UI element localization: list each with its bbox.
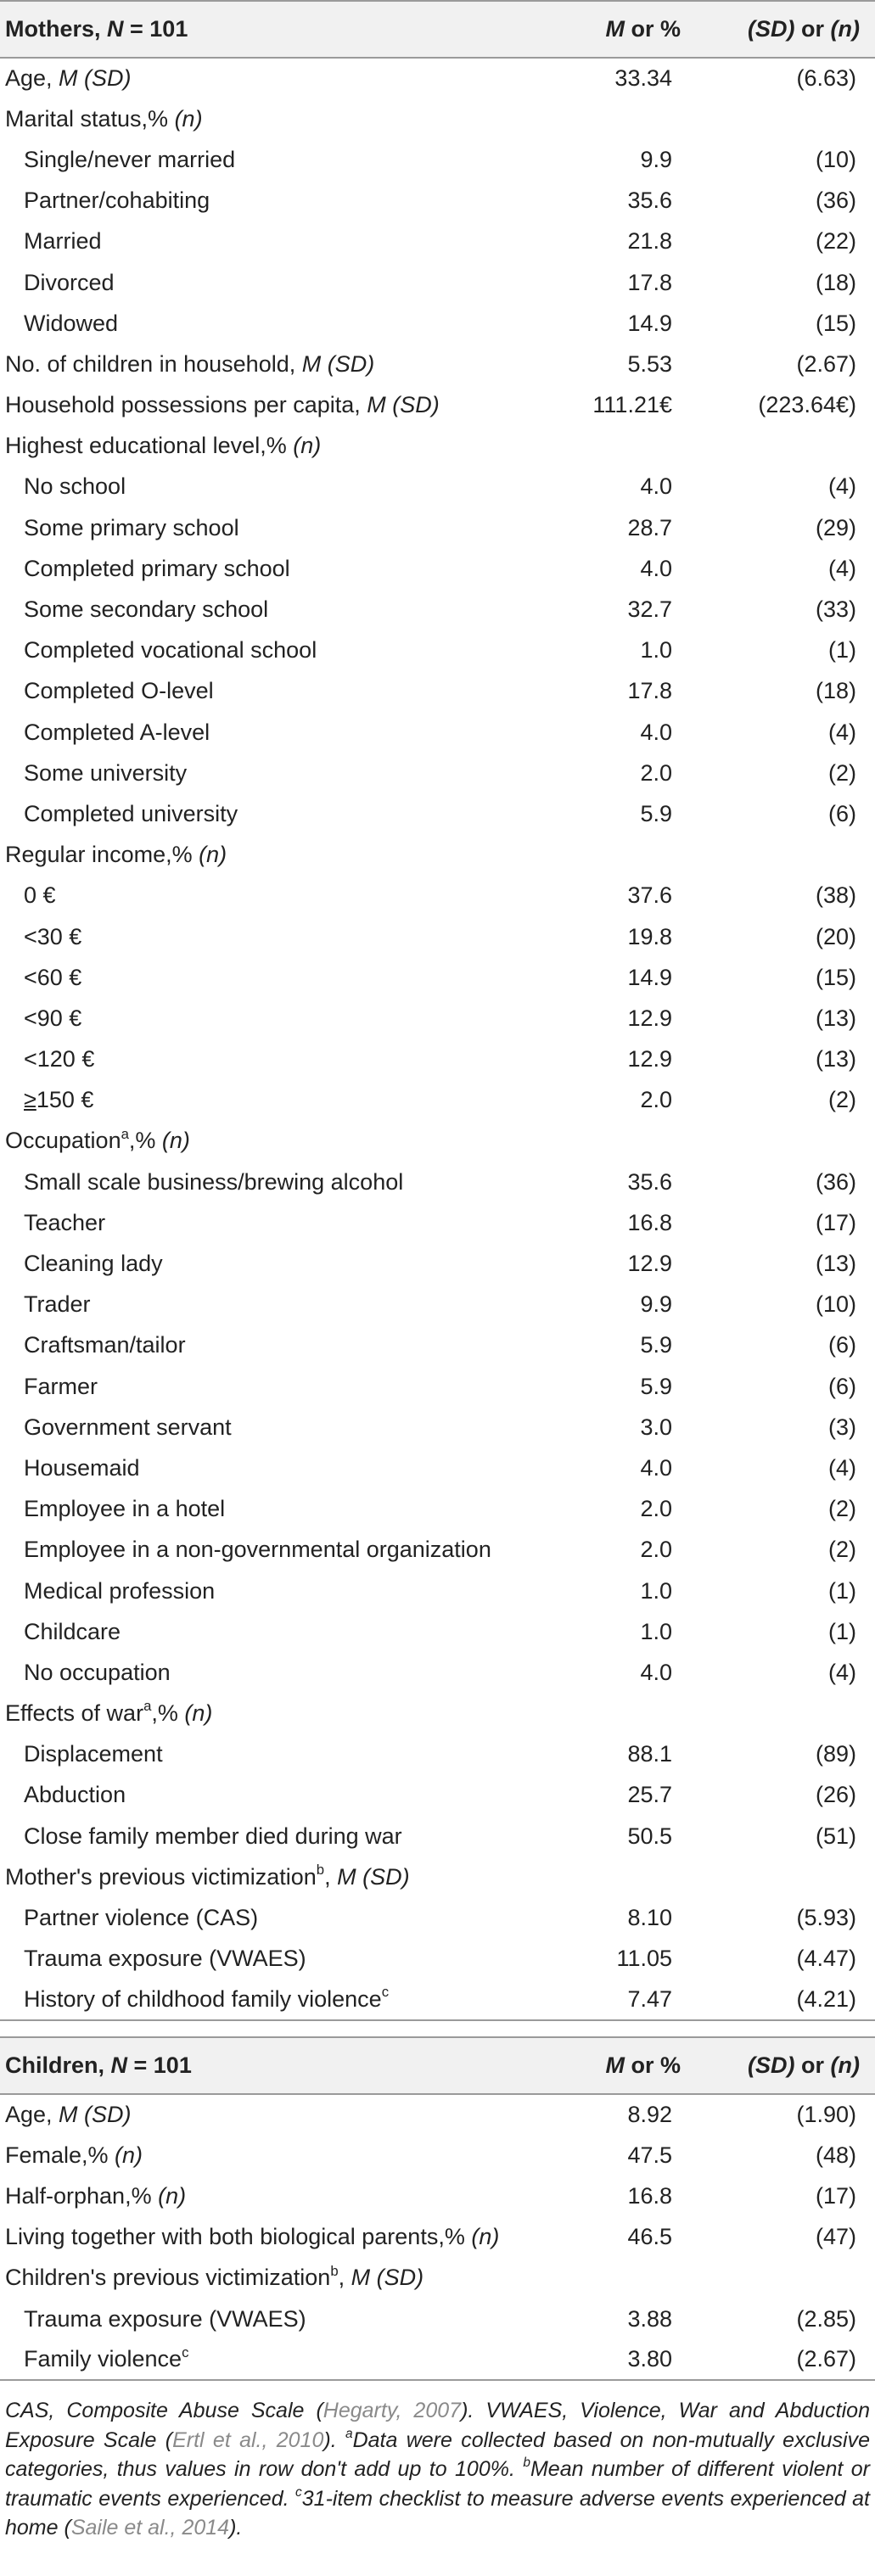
table-row — [0, 1694, 875, 1734]
row-value-m: 5.9 — [640, 1373, 672, 1399]
row-value-m: 16.8 — [627, 1209, 672, 1235]
table-row — [0, 2176, 875, 2216]
mothers-col-sd-header: (SD) or (n) — [721, 1, 875, 58]
table-row — [0, 1816, 875, 1856]
row-value-m: 5.9 — [640, 1332, 672, 1358]
row-value-sd: (89) — [815, 1741, 856, 1767]
row-label: Farmer — [24, 1373, 98, 1399]
row-value-m: 25.7 — [627, 1782, 672, 1808]
row-value-sd: (10) — [815, 1291, 856, 1318]
row-label: Partner/cohabiting — [24, 188, 210, 214]
row-label: Medical profession — [24, 1577, 216, 1604]
table-row — [0, 221, 875, 262]
children-table-body — [0, 2094, 875, 2380]
table-row — [0, 344, 875, 384]
row-value-sd: (10) — [815, 146, 856, 172]
row-value-m: 47.5 — [627, 2142, 672, 2168]
row-value-m: 5.9 — [640, 800, 672, 826]
row-label: Completed primary school — [24, 555, 290, 581]
mothers-table-body — [0, 58, 875, 2020]
children-col-sd-header: (SD) or (n) — [721, 2037, 875, 2094]
table-row — [0, 793, 875, 834]
table-row — [0, 98, 875, 139]
row-label: Completed O-level — [24, 678, 214, 704]
row-label: <120 € — [24, 1046, 95, 1072]
table-row — [0, 1243, 875, 1284]
table-row — [0, 1325, 875, 1366]
table-row — [0, 2299, 875, 2339]
row-value-m: 46.5 — [627, 2224, 672, 2250]
row-label: Some primary school — [24, 514, 239, 540]
row-value-sd: (1.90) — [796, 2102, 856, 2128]
row-label: Household possessions per capita, M (SD) — [5, 392, 440, 418]
row-label: Employee in a non-governmental organization — [24, 1537, 491, 1563]
row-value-m — [543, 835, 721, 876]
row-value-m: 16.8 — [627, 2182, 672, 2209]
row-label: <90 € — [24, 1005, 82, 1031]
table-row — [0, 630, 875, 671]
row-value-m: 1.0 — [640, 1618, 672, 1644]
row-value-sd — [721, 835, 875, 876]
table-row — [0, 1448, 875, 1488]
table-row — [0, 712, 875, 753]
row-value-sd: (47) — [815, 2224, 856, 2250]
row-value-sd: (4) — [828, 473, 856, 500]
row-value-m: 12.9 — [627, 1005, 672, 1031]
row-value-m: 9.9 — [640, 1291, 672, 1318]
row-value-sd: (2.67) — [721, 2339, 875, 2380]
row-label: Displacement — [24, 1741, 163, 1767]
row-label: Family violence$^c$ — [0, 2339, 543, 2380]
table-row — [0, 1980, 875, 2020]
row-value-m: 7.47 — [543, 1980, 721, 2020]
row-value-m: 2.0 — [640, 759, 672, 786]
citation-link[interactable]: Hegarty, 2007 — [323, 2399, 462, 2423]
table-row — [0, 1039, 875, 1080]
row-value-sd: (36) — [815, 188, 856, 214]
row-value-m: 1.0 — [640, 637, 672, 664]
row-label: Cleaning lady — [24, 1251, 163, 1276]
table-row — [0, 262, 875, 303]
row-value-sd: (20) — [815, 923, 856, 949]
row-label: Marital status,% (n) — [5, 105, 203, 132]
table-row — [0, 1162, 875, 1202]
row-value-m — [543, 1694, 721, 1734]
row-label: Half-orphan,% (n) — [5, 2182, 187, 2209]
row-label: Craftsman/tailor — [24, 1332, 186, 1358]
row-label: Age, M (SD) — [5, 65, 132, 92]
table-row — [0, 181, 875, 221]
row-label: Regular income,% (n) — [5, 842, 227, 868]
row-value-m: 14.9 — [627, 310, 672, 336]
row-value-m: 35.6 — [627, 1168, 672, 1195]
table-row — [0, 916, 875, 957]
table-row — [0, 589, 875, 630]
table-row — [0, 507, 875, 548]
row-value-sd: (17) — [815, 1209, 856, 1235]
table-row — [0, 2339, 875, 2380]
children-table — [0, 2036, 875, 2381]
row-label: Trader — [24, 1291, 91, 1318]
row-label: Completed university — [24, 800, 238, 826]
row-value-sd — [721, 1121, 875, 1162]
row-label: Some secondary school — [24, 596, 269, 622]
row-value-sd: (2) — [828, 1087, 856, 1113]
row-value-m: 17.8 — [627, 678, 672, 704]
row-value-m: 88.1 — [627, 1741, 672, 1767]
row-label: ≥150 € — [24, 1087, 94, 1113]
table-row — [0, 467, 875, 507]
row-value-sd: (2.85) — [796, 2305, 856, 2332]
row-value-m: 12.9 — [627, 1251, 672, 1276]
table-row — [0, 1489, 875, 1530]
row-value-sd: (1) — [828, 1577, 856, 1604]
row-label: Abduction — [24, 1782, 126, 1808]
row-label: Close family member died during war — [24, 1823, 402, 1849]
table-row — [0, 876, 875, 916]
row-value-m: 4.0 — [640, 555, 672, 581]
row-label: Employee in a hotel — [24, 1496, 226, 1522]
table-row — [0, 2217, 875, 2258]
row-value-sd: (13) — [815, 1251, 856, 1276]
row-value-sd: (4.21) — [721, 1980, 875, 2020]
row-label: Some university — [24, 759, 188, 786]
row-value-m: 5.53 — [627, 350, 672, 377]
row-value-m — [543, 1121, 721, 1162]
row-value-sd: (4) — [828, 555, 856, 581]
row-value-sd: (33) — [815, 596, 856, 622]
table-row — [0, 671, 875, 712]
children-header-row — [0, 2037, 875, 2094]
table-row — [0, 1897, 875, 1938]
row-value-m: 2.0 — [640, 1087, 672, 1113]
row-value-m: 8.92 — [627, 2102, 672, 2128]
row-value-sd: (6) — [828, 1332, 856, 1358]
row-value-sd: (5.93) — [796, 1905, 856, 1930]
row-value-m: 37.6 — [627, 882, 672, 909]
row-label: Female,% (n) — [5, 2142, 143, 2168]
mothers-header-row — [0, 1, 875, 58]
row-label: Children's previous victimization$^b$, M (SD) — [5, 2262, 424, 2291]
row-label: Single/never married — [24, 146, 236, 172]
row-label: <30 € — [24, 923, 82, 949]
row-value-sd: (3) — [828, 1414, 856, 1440]
row-value-sd: (4.47) — [796, 1946, 856, 1972]
table-row — [0, 1939, 875, 1980]
row-value-m: 4.0 — [640, 1659, 672, 1685]
table-row — [0, 1121, 875, 1162]
table-row — [0, 1407, 875, 1448]
row-value-sd: (1) — [828, 1618, 856, 1644]
row-value-sd — [721, 1856, 875, 1897]
row-value-sd: (6) — [828, 1373, 856, 1399]
row-value-sd: (36) — [815, 1168, 856, 1195]
row-value-sd: (2) — [828, 1537, 856, 1563]
row-value-sd: (2) — [828, 1496, 856, 1522]
row-value-m: 3.80 — [543, 2339, 721, 2380]
row-value-m — [543, 98, 721, 139]
row-label: No occupation — [24, 1659, 171, 1685]
table-row — [0, 2094, 875, 2135]
row-value-sd: (2) — [828, 759, 856, 786]
row-value-m — [543, 2258, 721, 2299]
row-value-sd — [721, 1694, 875, 1734]
row-label: No school — [24, 473, 126, 500]
row-value-sd: (29) — [815, 514, 856, 540]
row-label: Married — [24, 228, 102, 255]
row-label: Housemaid — [24, 1454, 140, 1481]
table-row — [0, 1856, 875, 1897]
row-value-m: 17.8 — [627, 269, 672, 295]
row-value-sd: (1) — [828, 637, 856, 664]
row-label: Living together with both biological parents,% (n) — [5, 2224, 500, 2250]
row-label: Childcare — [24, 1618, 121, 1644]
table-row — [0, 58, 875, 98]
row-value-m: 11.05 — [616, 1946, 672, 1972]
row-value-sd: (22) — [815, 228, 856, 255]
row-value-m: 33.34 — [614, 65, 672, 92]
row-value-sd: (4) — [828, 1454, 856, 1481]
table-row — [0, 1611, 875, 1652]
table-row — [0, 1571, 875, 1611]
table-row — [0, 1775, 875, 1816]
row-value-m: 3.88 — [627, 2305, 672, 2332]
table-row — [0, 139, 875, 180]
row-value-sd: (2.67) — [796, 350, 856, 377]
row-value-m: 4.0 — [640, 473, 672, 500]
row-value-sd — [721, 2258, 875, 2299]
table-row — [0, 753, 875, 793]
row-value-m: 35.6 — [627, 188, 672, 214]
row-value-m — [543, 426, 721, 467]
row-value-m: 2.0 — [640, 1537, 672, 1563]
row-label: Completed vocational school — [24, 637, 317, 664]
row-value-m: 8.10 — [627, 1905, 672, 1930]
table-row — [0, 2135, 875, 2176]
row-value-sd: (17) — [815, 2182, 856, 2209]
row-label: Small scale business/brewing alcohol — [24, 1168, 404, 1195]
row-label: <60 € — [24, 964, 82, 990]
row-label: Government servant — [24, 1414, 232, 1440]
row-value-sd: (18) — [815, 269, 856, 295]
row-label: Completed A-level — [24, 719, 210, 745]
children-col-m-header: M or % — [543, 2037, 721, 2094]
row-label: Partner violence (CAS) — [24, 1905, 259, 1930]
row-label: Trauma exposure (VWAES) — [24, 2305, 306, 2332]
row-value-sd: (13) — [815, 1046, 856, 1072]
table-row — [0, 1202, 875, 1243]
table-row — [0, 385, 875, 426]
row-value-m: 32.7 — [627, 596, 672, 622]
row-value-m: 111.21€ — [592, 392, 672, 418]
row-value-sd: (223.64€) — [758, 392, 856, 418]
citation-link[interactable]: Ertl et al., 2010 — [172, 2428, 324, 2452]
row-label: No. of children in household, M (SD) — [5, 350, 375, 377]
row-value-sd — [721, 426, 875, 467]
row-value-sd: (6.63) — [796, 65, 856, 92]
row-label: Highest educational level,% (n) — [5, 433, 322, 459]
row-label: Trauma exposure (VWAES) — [24, 1946, 306, 1972]
row-value-sd: (4) — [828, 1659, 856, 1685]
row-label: Effects of war$^a$,% (n) — [5, 1698, 213, 1727]
row-value-sd — [721, 98, 875, 139]
row-label: Occupation$^a$,% (n) — [5, 1125, 190, 1154]
row-label: History of childhood family violence$^c$ — [0, 1980, 543, 2020]
row-value-m: 28.7 — [627, 514, 672, 540]
row-label: Age, M (SD) — [5, 2102, 132, 2128]
table-row — [0, 548, 875, 589]
row-value-sd: (15) — [815, 310, 856, 336]
row-label: Divorced — [24, 269, 115, 295]
row-value-m: 4.0 — [640, 1454, 672, 1481]
table-row — [0, 303, 875, 344]
row-value-sd: (4) — [828, 719, 856, 745]
row-label: Teacher — [24, 1209, 106, 1235]
row-value-m: 50.5 — [627, 1823, 672, 1849]
row-label: Widowed — [24, 310, 119, 336]
table-row — [0, 1366, 875, 1407]
row-value-m: 1.0 — [640, 1577, 672, 1604]
row-value-m: 2.0 — [640, 1496, 672, 1522]
table-row — [0, 1734, 875, 1775]
table-row — [0, 1080, 875, 1121]
row-value-sd: (15) — [815, 964, 856, 990]
table-row — [0, 1652, 875, 1693]
row-value-m: 4.0 — [640, 719, 672, 745]
table-row — [0, 2258, 875, 2299]
table-row — [0, 1285, 875, 1325]
citation-link[interactable]: Saile et al., 2014 — [70, 2516, 230, 2540]
row-label: Mother's previous victimization$^b$, M (SD) — [5, 1862, 410, 1890]
row-value-m: 19.8 — [627, 923, 672, 949]
row-value-sd: (38) — [815, 882, 856, 909]
row-value-m: 12.9 — [627, 1046, 672, 1072]
row-value-m: 21.8 — [627, 228, 672, 255]
mothers-col-m-header: M or % — [543, 1, 721, 58]
row-value-m: 9.9 — [640, 146, 672, 172]
row-value-m: 14.9 — [627, 964, 672, 990]
table-row — [0, 957, 875, 998]
table-row — [0, 1530, 875, 1571]
table-row — [0, 998, 875, 1039]
row-label: 0 € — [24, 882, 56, 909]
row-value-m: 3.0 — [640, 1414, 672, 1440]
row-value-sd: (48) — [815, 2142, 856, 2168]
row-value-sd: (18) — [815, 678, 856, 704]
children-title: Children, N = 101 — [0, 2037, 543, 2094]
row-value-sd: (13) — [815, 1005, 856, 1031]
row-value-sd: (26) — [815, 1782, 856, 1808]
table-row — [0, 426, 875, 467]
table-row — [0, 835, 875, 876]
row-value-sd: (51) — [815, 1823, 856, 1849]
row-value-sd: (6) — [828, 800, 856, 826]
row-value-m — [543, 1856, 721, 1897]
table-footnote: CAS, Composite Abuse Scale (Hegarty, 2007). VWAES, Violence, War and Abduction Exposure Scale (Ertl et al., 2010). $^a$Data were collected based on non-mutually exclusive categories, thus values in row don't add up to 100%. $^b$Mean number of different violent or traumatic events experienced. $^c$31-item checklist to measure adverse events experienced at home (Saile et al., 2014). — [5, 2399, 871, 2540]
mothers-title: Mothers, N = 101 — [0, 1, 543, 58]
